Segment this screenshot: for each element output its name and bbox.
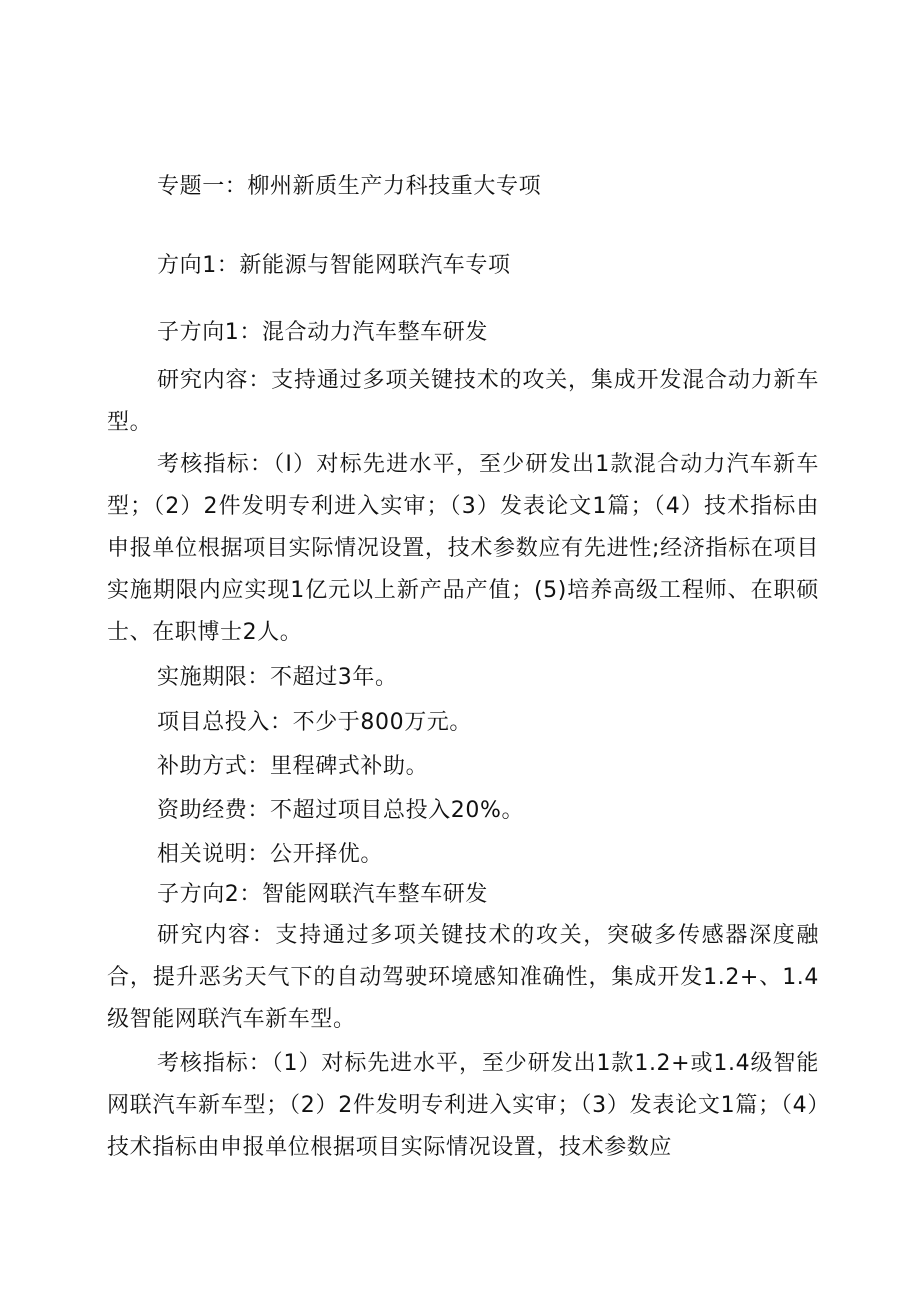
research-content-2: 研究内容：支持通过多项关键技术的攻关，突破多传感器深度融合，提升恶劣天气下的自动驾驶环境感知准确性，集成开发1.2+、1.4级智能网联汽车新车型。 bbox=[107, 923, 819, 1032]
related-notes: 相关说明：公开择优。 bbox=[157, 842, 384, 867]
total-investment: 项目总投入：不少于800万元。 bbox=[157, 710, 472, 735]
implementation-period: 实施期限：不超过3年。 bbox=[157, 665, 398, 690]
research-content-1: 研究内容：支持通过多项关键技术的攻关，集成开发混合动力新车型。 bbox=[107, 368, 819, 435]
assessment-indicators-1: 考核指标：（I）对标先进水平，至少研发出1款混合动力汽车新车型；（2）2件发明专利进入实审；（3）发表论文1篇；（4）技术指标由申报单位根据项目实际情况设置，技术参数应有先进性;经济指标在项目实施期限内应实现1亿元以上新产品产值；(5)培养高级工程师、在职硕士、在职博士2人。 bbox=[107, 452, 819, 645]
subsidy-method: 补助方式：里程碑式补助。 bbox=[157, 754, 429, 779]
sub-direction-heading-1: 子方向1：混合动力汽车整车研发 bbox=[157, 320, 488, 345]
topic-heading: 专题一：柳州新质生产力科技重大专项 bbox=[157, 174, 542, 199]
direction-heading: 方向1：新能源与智能网联汽车专项 bbox=[157, 253, 511, 278]
sub-direction-heading-2: 子方向2：智能网联汽车整车研发 bbox=[157, 882, 488, 907]
assessment-indicators-2: 考核指标：（1）对标先进水平，至少研发出1款1.2+或1.4级智能网联汽车新车型；（2）2件发明专利进入实审；（3）发表论文1篇；（4）技术指标由申报单位根据项目实际情况设置，技术参数应 bbox=[107, 1051, 819, 1160]
funding-amount: 资助经费：不超过项目总投入20%。 bbox=[157, 798, 525, 823]
